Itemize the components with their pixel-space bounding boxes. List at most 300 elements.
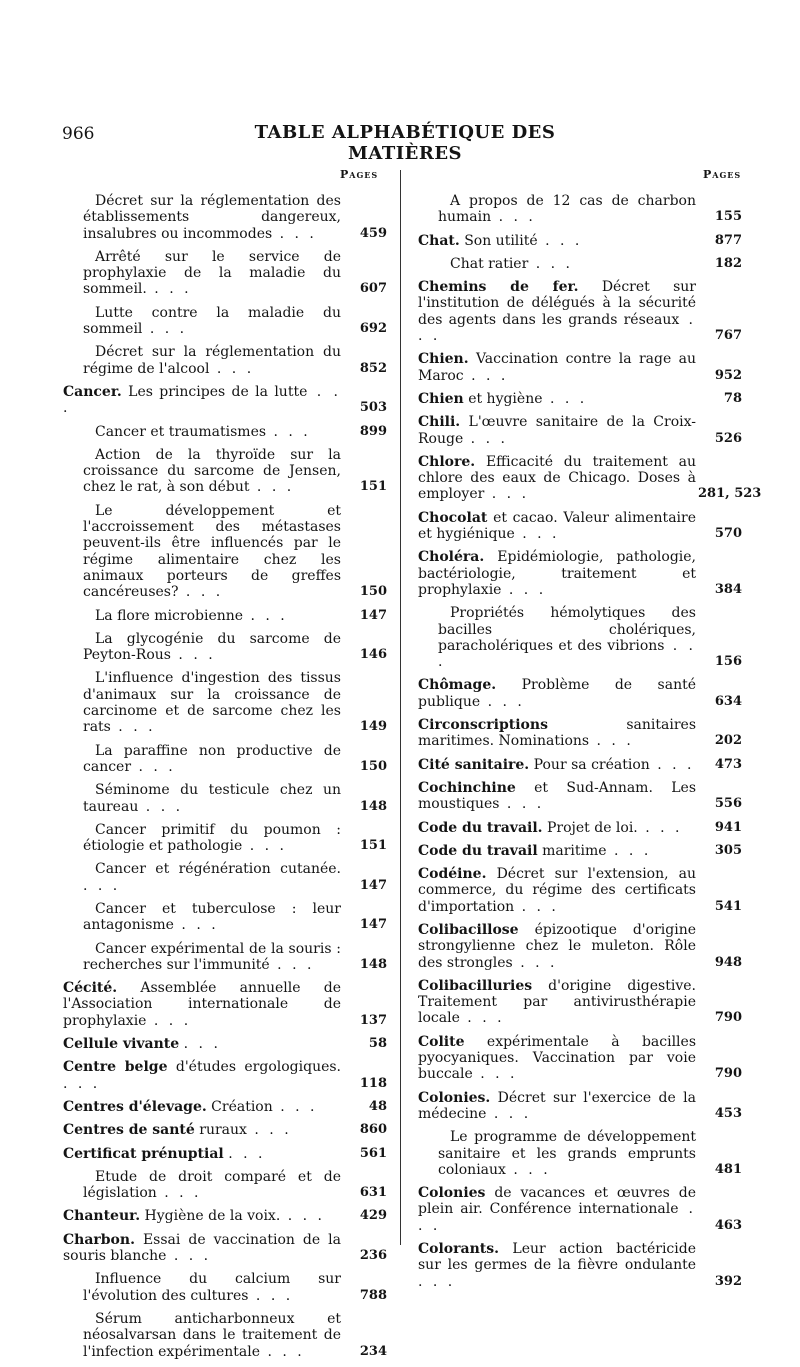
index-entry (418, 233, 742, 249)
leader-dots: . . . (649, 756, 695, 773)
entry-text: Lutte contre la maladie du sommeil (83, 304, 341, 338)
entry-heading: Chômage. (418, 677, 497, 694)
index-entry (63, 941, 387, 974)
index-entry (63, 503, 387, 601)
leader-dots: . . . (249, 479, 295, 496)
entry-page-number: 561 (359, 1145, 387, 1161)
index-entry (418, 453, 762, 503)
entry-text: maritime (542, 842, 607, 859)
leader-dots: . . . (459, 1010, 505, 1027)
entry-text-block (63, 305, 341, 338)
entry-text-block (418, 978, 696, 1027)
entry-heading: Certificat prénuptial (63, 1145, 224, 1162)
entry-page-number: 148 (359, 798, 387, 814)
entry-heading: Chien (418, 390, 464, 407)
entry-text: La flore microbienne (95, 607, 244, 624)
leader-dots: . . . (228, 1145, 266, 1162)
entry-text: Pour sa création (533, 756, 650, 773)
entry-text: Chat ratier (450, 255, 529, 272)
entry-text-block (63, 1232, 341, 1265)
entry-text-block (63, 1122, 341, 1138)
entry-page-number: 151 (359, 479, 387, 495)
entry-text-block (63, 1059, 341, 1092)
entry-text: Décret sur l'institution de délégués à la sécurité des agents dans les grands réseaux (418, 279, 696, 328)
index-entry (63, 1122, 387, 1138)
running-title: TABLE ALPHABÉTIQUE DES MATIÈRES (254, 122, 556, 164)
entry-page-number: 392 (714, 1273, 742, 1289)
entry-heading: Codéine. (418, 866, 487, 883)
index-entry (418, 1090, 742, 1123)
entry-text-block (63, 822, 341, 855)
entry-page-number: 156 (714, 654, 742, 670)
entry-text: et cacao. Valeur alimentaire et hygiénique (418, 509, 696, 543)
entry-page-number: 234 (359, 1343, 387, 1359)
entry-text-block (63, 1311, 341, 1360)
index-entry (418, 193, 742, 226)
entry-page-number: 147 (359, 877, 387, 893)
leader-dots: . . . (183, 1036, 221, 1053)
index-entry (63, 1232, 387, 1265)
leader-dots: . . . (418, 311, 696, 345)
index-entry (418, 866, 742, 915)
leader-dots: . . . (243, 607, 288, 624)
index-entry (418, 605, 742, 670)
entry-page-number: 137 (359, 1012, 387, 1028)
entry-text-block (63, 980, 341, 1029)
leader-dots: . . . (266, 423, 311, 440)
entry-heading: Chat. (418, 232, 460, 249)
column-header-left: Pages (340, 168, 379, 181)
entry-page-number: 182 (714, 255, 742, 271)
entry-page-number: 58 (368, 1036, 387, 1052)
entry-page-number: 48 (368, 1098, 387, 1114)
entry-text: Les principes de la lutte (128, 383, 308, 400)
entry-page-number: 941 (714, 819, 742, 835)
entry-text-block (418, 279, 696, 344)
index-entry (418, 922, 742, 971)
entry-page-number: 860 (359, 1122, 387, 1138)
entry-text-block (418, 605, 696, 670)
entry-heading: Chlore. (418, 453, 476, 470)
entry-text: expérimentale à bacilles pyocyaniques. Vaccination par voie buccale (418, 1033, 697, 1083)
entry-text-block (63, 782, 341, 815)
entry-text-block (418, 549, 696, 598)
entry-text: Leur action bactéricide sur les germes de la fièvre ondulante (418, 1241, 696, 1274)
leader-dots: . . . (537, 232, 583, 249)
leader-dots: . . . (173, 917, 219, 934)
entry-text-block (418, 414, 696, 447)
entry-text-block (418, 757, 696, 773)
entry-page-number: 899 (359, 423, 387, 439)
leader-dots: . . . (63, 383, 341, 417)
entry-text: Arrêté sur le service de prophylaxie de la maladie du sommeil. (83, 248, 341, 298)
entry-text-block (63, 743, 341, 776)
entry-heading: Centres d'élevage. (63, 1098, 207, 1115)
entry-text-block (63, 344, 341, 377)
entry-page-number: 146 (359, 647, 387, 663)
entry-text-block (418, 922, 696, 971)
index-entry (63, 861, 387, 894)
entry-page-number: 541 (714, 898, 742, 914)
index-entry (418, 549, 742, 598)
entry-text-block (63, 941, 341, 974)
index-entry (418, 757, 742, 773)
entry-heading: Chemins de fer. (418, 279, 579, 296)
entry-page-number: 526 (714, 430, 742, 446)
index-entry (63, 249, 387, 298)
leader-dots: . . . (248, 1287, 294, 1304)
index-entry (63, 1146, 387, 1162)
entry-text-block (63, 670, 341, 735)
entry-page-number: 634 (714, 693, 742, 709)
entry-page-number: 692 (359, 321, 387, 337)
leader-dots: . . . (512, 954, 558, 971)
entry-text: Son utilité (464, 232, 538, 249)
leader-dots: . . . (418, 1201, 696, 1234)
entry-text-block (418, 391, 696, 407)
entry-page-number: 118 (359, 1075, 387, 1091)
leader-dots: . . . (83, 877, 121, 894)
index-entry (418, 510, 742, 543)
index-entry (63, 631, 387, 664)
leader-dots: . . . (501, 581, 547, 598)
entry-text-block (63, 608, 341, 624)
entry-page-number: 155 (714, 209, 742, 225)
entry-text-block (418, 780, 696, 813)
entry-text-block (418, 843, 696, 859)
index-entry (418, 843, 742, 859)
entry-text: Propriétés hémolytiques des bacilles cholériques, paracholériques et des vibrions (438, 605, 696, 654)
index-entry (63, 1311, 387, 1360)
entry-heading: Cellule vivante (63, 1036, 180, 1053)
entry-heading: Code du travail (418, 842, 538, 859)
entry-text: Projet de loi. (546, 819, 638, 836)
index-entry (418, 820, 742, 836)
entry-heading: Cité sanitaire. (418, 756, 530, 773)
entry-page-number: 384 (714, 581, 742, 597)
entry-page-number: 788 (359, 1287, 387, 1303)
entry-text: sanitaires maritimes. Nominations (418, 717, 696, 750)
entry-text: Séminome du testicule chez un taureau (83, 782, 341, 815)
entry-text: d'origine digestive. Traitement par antivirusthérapie locale (418, 977, 696, 1027)
entry-text-block (418, 193, 696, 226)
leader-dots: . . . (484, 486, 530, 503)
leader-dots: . . . (131, 758, 176, 775)
leader-dots: . . . (272, 1098, 318, 1115)
entry-page-number: 570 (714, 526, 742, 542)
index-entry (63, 782, 387, 815)
entry-heading: Circonscriptions (418, 717, 548, 734)
index-entry (418, 717, 742, 750)
entry-text: L'œuvre sanitaire de la Croix-Rouge (418, 414, 696, 447)
leader-dots: . . . (260, 1343, 305, 1360)
entry-page-number: 556 (714, 796, 742, 812)
leader-dots: . . . (272, 225, 317, 242)
entry-text: Epidémiologie, pathologie, bactériologie, traitement et prophylaxie (418, 549, 696, 598)
entry-text: Etude de droit comparé et de législation (83, 1168, 341, 1202)
index-column-left (63, 193, 387, 1367)
leader-dots: . . . (269, 956, 315, 973)
entry-heading: Centres de santé (63, 1122, 195, 1139)
leader-dots: . . . (209, 360, 255, 377)
leader-dots: . . . (146, 281, 192, 298)
entry-text: ruraux (199, 1122, 247, 1139)
leader-dots: . . . (589, 733, 634, 750)
entry-page-number: 503 (359, 400, 387, 416)
index-entry (418, 1034, 742, 1083)
index-entry (418, 1129, 742, 1178)
index-entry (63, 822, 387, 855)
leader-dots: . . . (637, 819, 683, 836)
leader-dots: . . . (156, 1185, 202, 1202)
entry-page-number: 952 (714, 367, 742, 383)
entry-text: Cancer et tuberculose : leur antagonisme (83, 900, 341, 934)
entry-text: Influence du calcium sur l'évolution des cultures (83, 1271, 341, 1304)
entry-page-number: 473 (714, 756, 742, 772)
entry-text: Essai de vaccination de la souris blanche (63, 1231, 341, 1265)
entry-page-number: 877 (714, 232, 742, 248)
entry-text: La glycogénie du sarcome de Peyton-Rous (83, 630, 341, 664)
index-entry (63, 743, 387, 776)
index-entry (418, 978, 742, 1027)
leader-dots: . . . (463, 430, 508, 447)
leader-dots: . . . (63, 1075, 101, 1092)
entry-text-block (63, 503, 341, 601)
entry-page-number: 767 (714, 328, 742, 344)
entry-text: Cancer et régénération cutanée. (95, 861, 341, 878)
index-entry (418, 391, 742, 407)
entry-text-block (63, 1146, 341, 1162)
index-entry (418, 279, 742, 344)
index-entry (63, 305, 387, 338)
entry-text: Décret sur l'extension, au commerce, du régime des certificats d'importation (418, 866, 697, 915)
index-column-right (418, 193, 762, 1297)
entry-text-block (418, 351, 696, 384)
entry-text-block (418, 677, 696, 710)
leader-dots: . . . (528, 255, 573, 272)
entry-text: Le programme de développement sanitaire et les grands emprunts coloniaux (438, 1129, 696, 1178)
entry-page-number: 607 (359, 281, 387, 297)
leader-dots: . . . (418, 1273, 456, 1290)
leader-dots: . . . (606, 842, 652, 859)
entry-page-number: 78 (723, 390, 742, 406)
entry-text-block (63, 1271, 341, 1304)
index-entry (63, 384, 387, 417)
leader-dots: . . . (480, 693, 525, 710)
leader-dots: . . . (178, 584, 224, 601)
leader-dots: . . . (505, 1161, 551, 1178)
entry-text: Le développement et l'accroissement des métastases peuvent-ils être influencés par le régime alimentaire chez les animaux porteurs de greffes cancéreuses? (83, 502, 341, 601)
entry-text-block (418, 1185, 696, 1234)
leader-dots: . . . (514, 526, 560, 543)
entry-text: Cancer expérimental de la souris : recherches sur l'immunité (83, 940, 341, 973)
entry-page-number: 281, 523 (698, 486, 762, 502)
entry-heading: Colonies. (418, 1089, 491, 1106)
entry-text: A propos de 12 cas de charbon humain (438, 193, 696, 226)
entry-heading: Colibacillose (418, 921, 519, 938)
entry-page-number: 459 (359, 225, 387, 241)
leader-dots: . . . (491, 209, 536, 226)
entry-text: Hygiène de la voix. (144, 1208, 281, 1225)
entry-heading: Cécité. (63, 980, 118, 997)
entry-text: Action de la thyroïde sur la croissance du sarcome de Jensen, chez le rat, à son début (83, 446, 341, 496)
entry-text-block (418, 717, 696, 750)
leader-dots: . . . (438, 637, 697, 671)
index-entry (63, 901, 387, 934)
entry-page-number: 147 (359, 607, 387, 623)
leader-dots: . . . (486, 1105, 532, 1122)
entry-page-number: 790 (714, 1010, 742, 1026)
index-entry (418, 780, 742, 813)
entry-page-number: 150 (359, 584, 387, 600)
entry-heading: Centre belge (63, 1059, 168, 1076)
entry-page-number: 151 (359, 838, 387, 854)
entry-text: Cancer primitif du poumon : étiologie et pathologie (83, 821, 341, 855)
index-entry (63, 980, 387, 1029)
entry-text-block (63, 631, 341, 664)
entry-text-block (63, 249, 341, 298)
index-entry (63, 608, 387, 624)
leader-dots: . . . (110, 719, 156, 736)
leader-dots: . . . (514, 898, 559, 915)
entry-heading: Chili. (418, 414, 461, 431)
index-entry (63, 1099, 387, 1115)
leader-dots: . . . (166, 1248, 212, 1265)
entry-text: Création (211, 1098, 273, 1115)
index-entry (63, 1036, 387, 1052)
entry-page-number: 948 (714, 954, 742, 970)
entry-page-number: 148 (359, 956, 387, 972)
entry-text-block (418, 1241, 696, 1290)
entry-text-block (418, 1129, 696, 1178)
column-divider (400, 170, 401, 1245)
index-entry (418, 1241, 742, 1290)
entry-page-number: 147 (359, 917, 387, 933)
entry-text-block (418, 510, 696, 543)
entry-text: Décret sur la réglementation des établissements dangereux, insalubres ou incommodes (83, 193, 341, 242)
entry-text: de vacances et œuvres de plein air. Conférence internationale (418, 1185, 696, 1218)
leader-dots: . . . (463, 367, 509, 384)
entry-text-block (63, 1099, 341, 1115)
entry-heading: Colorants. (418, 1241, 499, 1258)
leader-dots: . . . (142, 321, 188, 338)
leader-dots: . . . (146, 1012, 192, 1029)
entry-heading: Charbon. (63, 1231, 135, 1248)
entry-text: épizootique d'origine strongylienne chez le muleton. Rôle des strongles (418, 921, 696, 971)
entry-heading: Code du travail. (418, 819, 543, 836)
index-entry (418, 351, 742, 384)
leader-dots: . . . (542, 390, 588, 407)
entry-text-block (63, 901, 341, 934)
entry-text: L'influence d'ingestion des tissus d'animaux sur la croissance de carcinome et de sarcome chez les rats (83, 670, 341, 736)
entry-text: Assemblée annuelle de l'Association internationale de prophylaxie (63, 980, 341, 1029)
index-entry (63, 193, 387, 242)
leader-dots: . . . (246, 1122, 292, 1139)
entry-text-block (418, 820, 696, 836)
entry-page-number: 429 (359, 1208, 387, 1224)
entry-heading: Cancer. (63, 383, 122, 400)
index-entry (418, 414, 742, 447)
entry-text: Efficacité du traitement au chlore des eaux de Chicago. Doses à employer (418, 453, 697, 503)
entry-text-block (418, 866, 696, 915)
column-header-right: Pages (703, 168, 742, 181)
entry-heading: Colite (418, 1033, 465, 1050)
entry-heading: Colonies (418, 1185, 486, 1202)
index-entry (63, 1169, 387, 1202)
entry-text-block (63, 861, 341, 894)
index-entry (63, 447, 387, 496)
index-entry (418, 1185, 742, 1234)
entry-page-number: 202 (714, 733, 742, 749)
entry-text-block (418, 454, 696, 503)
index-entry (63, 1059, 387, 1092)
entry-heading: Choléra. (418, 549, 485, 566)
index-entry (63, 344, 387, 377)
entry-page-number: 149 (359, 719, 387, 735)
leader-dots: . . . (170, 647, 216, 664)
entry-heading: Chanteur. (63, 1208, 141, 1225)
index-entry (63, 1208, 387, 1224)
entry-text-block (63, 193, 341, 242)
entry-heading: Colibacilluries (418, 977, 533, 994)
entry-page-number: 481 (714, 1161, 742, 1177)
leader-dots: . . . (242, 838, 287, 855)
entry-text-block (63, 1169, 341, 1202)
entry-text-block (63, 1208, 341, 1224)
leader-dots: . . . (472, 1066, 518, 1083)
entry-text-block (63, 447, 341, 496)
entry-page-number: 150 (359, 758, 387, 774)
entry-text: et hygiène (468, 390, 543, 407)
entry-heading: Cochinchine (418, 779, 516, 796)
index-entry (63, 670, 387, 735)
leader-dots: . . . (499, 796, 545, 813)
entry-page-number: 236 (359, 1248, 387, 1264)
entry-text: Problème de santé publique (418, 677, 697, 710)
entry-text-block (63, 1036, 341, 1052)
index-entry (63, 424, 387, 440)
entry-page-number: 852 (359, 360, 387, 376)
entry-text-block (418, 256, 696, 272)
index-entry (418, 256, 742, 272)
entry-page-number: 305 (714, 842, 742, 858)
leader-dots: . . . (138, 798, 184, 815)
entry-text: d'études ergologiques. (175, 1059, 342, 1076)
entry-text-block (418, 1034, 696, 1083)
entry-text: Vaccination contre la rage au Maroc (418, 351, 696, 384)
index-entry (418, 677, 742, 710)
entry-text-block (63, 424, 341, 440)
entry-heading: Chien. (418, 351, 469, 368)
leader-dots: . . . (280, 1208, 325, 1225)
entry-text: Sérum anticharbonneux et néosalvarsan dans le traitement de l'infection expérimentale (83, 1310, 341, 1360)
index-entry (63, 1271, 387, 1304)
entry-text: Décret sur l'exercice de la médecine (418, 1089, 696, 1122)
entry-text-block (63, 384, 341, 417)
entry-page-number: 790 (714, 1066, 742, 1082)
entry-text: Cancer et traumatismes (95, 423, 267, 440)
page-number: 966 (62, 124, 95, 144)
entry-text: et Sud-Annam. Les moustiques (418, 779, 697, 813)
entry-text-block (418, 233, 696, 249)
entry-text-block (418, 1090, 696, 1123)
entry-text: Décret sur la réglementation du régime de l'alcool (83, 344, 341, 377)
entry-page-number: 453 (714, 1105, 742, 1121)
entry-heading: Chocolat (418, 509, 488, 526)
entry-text: La paraffine non productive de cancer (83, 742, 341, 775)
entry-page-number: 463 (714, 1217, 742, 1233)
entry-page-number: 631 (359, 1185, 387, 1201)
